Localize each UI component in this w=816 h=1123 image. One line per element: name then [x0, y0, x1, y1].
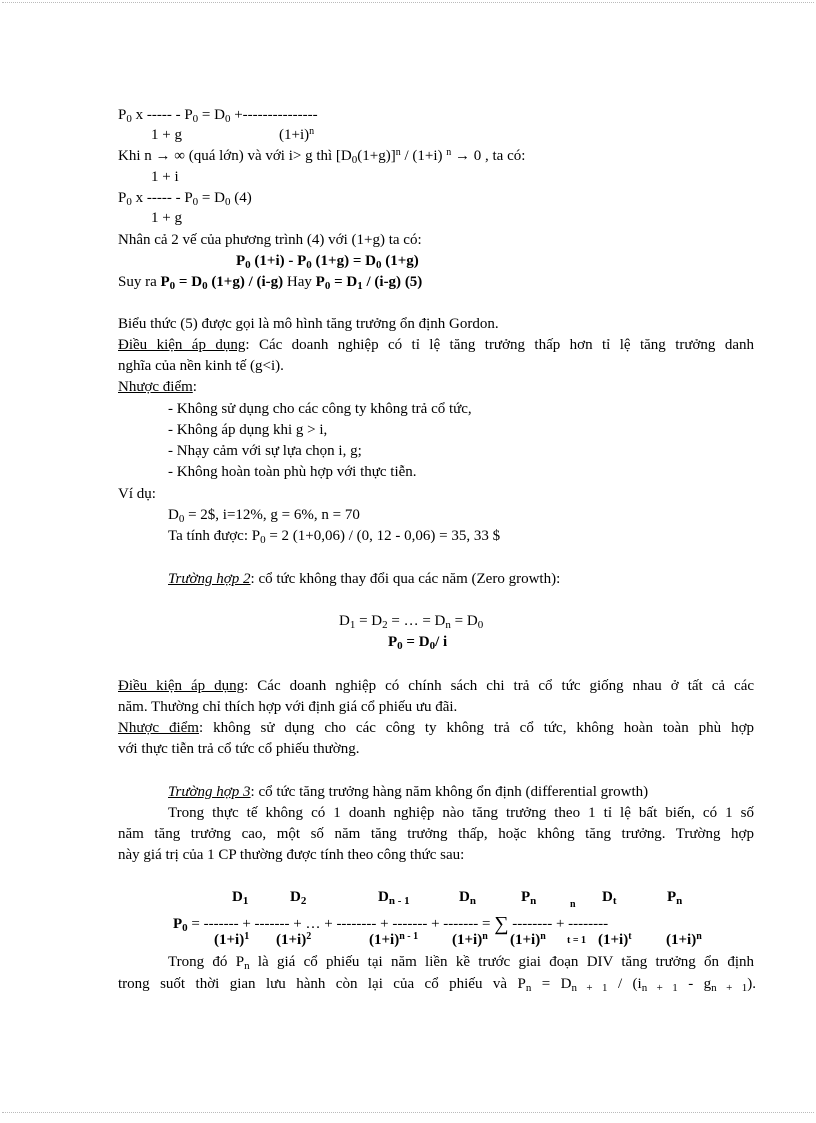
weakness-bullet: - Nhạy cảm với sự lựa chọn i, g;	[168, 443, 362, 459]
example-inputs: $D_0$ = 2$, i=12%, g = 6%, n = 70	[168, 507, 360, 525]
sum-upper-limit: n	[570, 899, 576, 910]
formula-multiplied: $P_0$ $(1+i) - P_0$ $(1+g) = D_0$ (1+g)	[236, 253, 419, 271]
denominator-n-1: $(1+i)^{n - 1}$	[369, 931, 419, 948]
weakness-bullet: - Không áp dụng khi g > i,	[168, 422, 328, 438]
example-heading: Ví dụ:	[118, 486, 156, 502]
formula-line-4: $P_0$ x ----- - $P_0 = D_0$ (4)	[118, 190, 252, 208]
numerator-dn: $D_n$	[459, 889, 476, 907]
numerator-pn: $P_n$	[521, 889, 537, 907]
case-2-price-formula: $P_0 = D_0/$ i	[388, 634, 448, 652]
case-3-paragraph-line-1: Trong thực tế không có 1 doanh nghiệp nào tăng trưởng theo 1 tỉ lệ bất biến, có 1 số	[168, 805, 754, 821]
limit-sentence: Khi n → ∞ (quá lớn) và với i> g thì $[D_0(1+g)]^n / (1+i) ^n \to 0$ , ta có:	[118, 147, 526, 166]
numerator-pn-tail: $P_n$	[667, 889, 683, 907]
numerator-dt: $D_t$	[602, 889, 617, 907]
formula-numerator: 1 + i	[151, 169, 179, 185]
case-3-paragraph-line-3: này giá trị của 1 CP thường được tính theo công thức sau:	[118, 847, 465, 863]
formula-line-1-denominator-right: $(1+i)^n$	[279, 126, 315, 143]
formula-line-1: $P_0$ x ----- - $P_0 = D_0$ +---------------	[118, 107, 318, 125]
multiply-sentence: Nhân cả 2 vế của phương trình (4) với (1+g) ta có:	[118, 232, 422, 248]
sum-lower-limit: t = 1	[567, 935, 587, 946]
denominator-t: $(1+i)^t$	[598, 931, 632, 948]
weakness-bullet: - Không hoàn toàn phù hợp với thực tiễn.	[168, 464, 417, 480]
case-2-heading: Trường hợp 2: cổ tức không thay đổi qua các năm (Zero growth):	[168, 571, 561, 587]
weakness-bullet: - Không sử dụng cho các công ty không trả cổ tức,	[168, 401, 472, 417]
denominator-2: $(1+i)^2$	[276, 931, 312, 948]
formula-line-4-denominator: 1 + g	[151, 210, 182, 226]
gordon-condition-line-2: nghĩa của nền kinh tế (g<i).	[118, 358, 284, 374]
formula-line-1-denominator-left: 1 + g	[151, 127, 182, 143]
denominator-n: $(1+i)^n$	[452, 931, 488, 948]
denominator-n-tail: $(1+i)^n$	[666, 931, 702, 948]
denominator-n-pn: $(1+i)^n$	[510, 931, 546, 948]
gordon-condition-line-1: Điều kiện áp dụng: Các doanh nghiệp có tỉ lệ tăng trưởng thấp hơn tỉ lệ tăng trưởng danh	[118, 337, 754, 353]
example-result: Ta tính được: $P_0 = 2$ (1+0,06) / (0, 12 - 0,06) = 35, 33 $	[168, 528, 501, 546]
gordon-intro: Biểu thức (5) được gọi là mô hình tăng trưởng ổn định Gordon.	[118, 316, 499, 332]
numerator-dn-1: $D_{n - 1}$	[378, 889, 410, 907]
case-2-weakness-line-2: với thực tiễn trả cổ tức cổ phiếu thường.	[118, 741, 360, 757]
formula-main-line: $P_0$ = ------- + ------- + … + -------- + ------- + ------- = ∑ -------- + --------	[173, 913, 609, 935]
case-3-paragraph-line-2: năm tăng trưởng cao, một số năm tăng trưởng thấp, hoặc không tăng trưởng. Trường hợp	[118, 826, 754, 842]
case-2-dividend-equality: $D_1 = D_2$ = … = $D_n = D_0$	[339, 613, 484, 631]
gordon-weakness-heading: Nhược điểm:	[118, 379, 197, 395]
case-2-condition-line-1: Điều kiện áp dụng: Các doanh nghiệp có chính sách chi trả cổ tức giống nhau ở tất cả các	[118, 678, 755, 694]
sigma-symbol: ∑	[494, 913, 509, 935]
case-3-explanation-line-2: trong suốt thời gian lưu hành còn lại của cổ phiếu và $P_n = D_{n + 1} / (i_{n + 1} - g_{n + 1})$.	[118, 976, 756, 994]
case-2-condition-line-2: năm. Thường chỉ thích hợp với định giá cổ phiếu ưu đãi.	[118, 699, 458, 715]
case-3-heading: Trường hợp 3: cổ tức tăng trưởng hàng năm không ổn định (differential growth)	[168, 784, 649, 800]
denominator-1: $(1+i)^1$	[214, 931, 250, 948]
case-2-weakness-line-1: Nhược điểm: không sử dụng cho các công ty không trả cổ tức, không hoàn toàn phù hợp	[118, 720, 754, 736]
gordon-formula: Suy ra $P_0 = D_0$ (1+g) / (i-g) Hay $P_0 = D_1 / (i-g)$ (5)	[118, 274, 423, 292]
case-3-explanation-line-1: Trong đó $P_n$ là giá cổ phiếu tại năm liền kề trước giai đoạn DIV tăng trưởng ổn định	[168, 954, 754, 972]
numerator-d2: $D_2$	[290, 889, 307, 907]
numerator-d1: $D_1$	[232, 889, 249, 907]
